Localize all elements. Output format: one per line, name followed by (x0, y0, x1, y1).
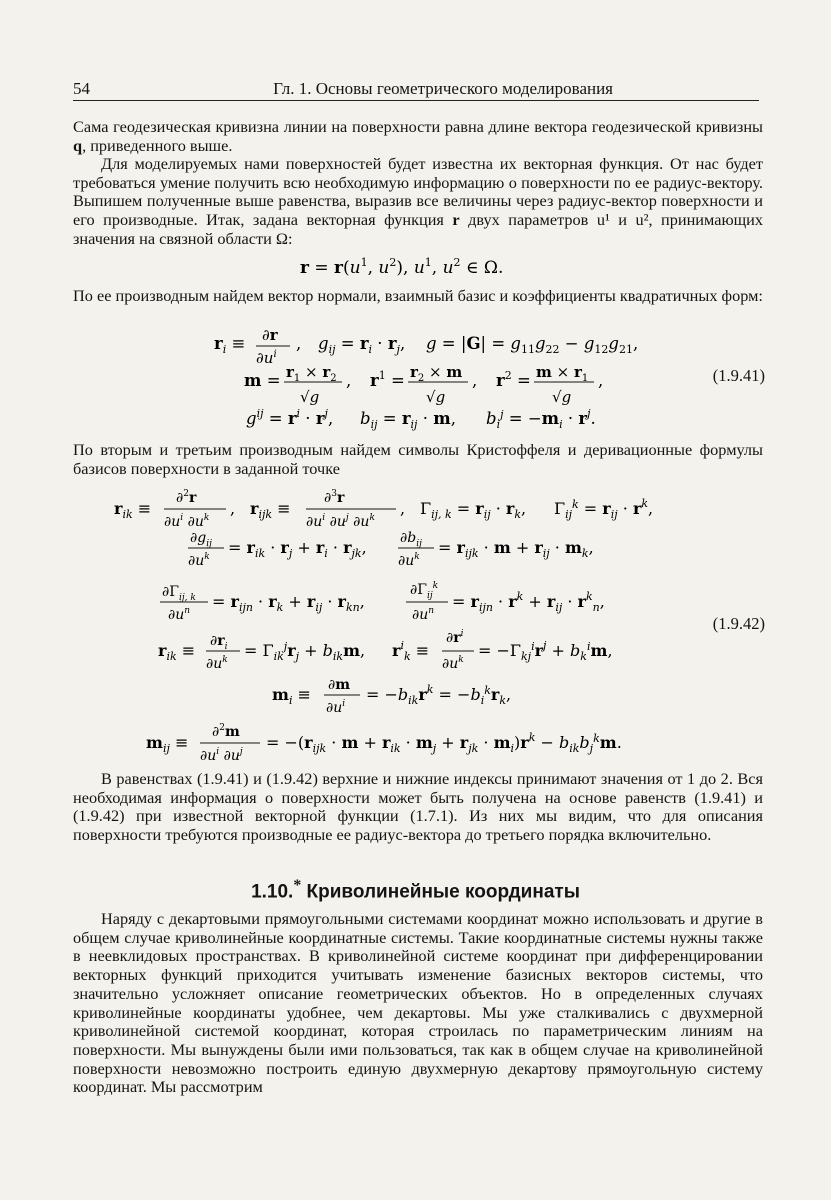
svg-text:∂ui: $\partial u^i$ (256, 349, 277, 367)
svg-text:mi ≡: $m_i$ ≡ (272, 685, 311, 707)
section-title: Криволинейные координаты (306, 881, 580, 903)
svg-text:√g: √g (426, 388, 446, 406)
text-span: Для моделируемых нами поверхностей будет известна их векторная функция. От нас будет требоваться умение получить всю необходимую информацию о поверхности по ее радиус-вектору. Выпишем полученные выше равенства, выразив все величины через радиус-вектор поверхности и его производные. Итак, задана векторная функция (73, 154, 763, 230)
svg-text:∂ri: $\partial r^i$ (446, 629, 464, 646)
svg-text:rik ≡: $r^i_k$ ≡ (392, 639, 430, 663)
svg-text:,: , (400, 499, 406, 518)
svg-text:∂ui ∂uj ∂uk: $\partial u^i$ $\partial u^j$ $\partial u^k$ (306, 513, 375, 530)
svg-text:rijk ≡: $r_{ijk}$ ≡ (250, 499, 291, 521)
svg-text:r2 × m: $r_2 \times m$ (410, 363, 463, 384)
svg-text:∂Γijk: $\partial\Gamma_{ij}^k$ (410, 581, 439, 601)
svg-text:∂ri: $\partial r_i$ (210, 633, 228, 652)
svg-text:∂un: $\partial u^n$ (168, 606, 191, 623)
svg-text:∂uk: $\partial u^k$ (206, 655, 228, 672)
paragraph-geodesic-curvature (73, 118, 763, 155)
equation-block-1-9-42 (110, 484, 690, 764)
equation-number-1-9-42: (1.9.42) (712, 614, 765, 633)
svg-text:= rijk · m + rij · mk,: = $r_{ijk} \cdot m + r_{ij} \cdot m_k$, (438, 538, 594, 560)
equation-block-1-9-41 (200, 320, 660, 438)
vector-q: q (73, 135, 83, 155)
svg-text:bij = −mi · rj.: $b_i^j = -m_i \cdot r^j$. (486, 407, 596, 431)
svg-text:∂uk: $\partial u^k$ (188, 552, 210, 569)
paragraph-vector-function (73, 155, 763, 249)
svg-text:∂2m: ∂$^2$m (212, 723, 240, 740)
svg-text:Γij, k = rij · rk,: $\Gamma_{ij, k} = r_{ij} \cdot r_k$, (420, 499, 527, 521)
svg-text:∂uk: $\partial u^k$ (398, 552, 420, 569)
text-span: , приведенного выше. (82, 135, 233, 155)
page-number: 54 (73, 79, 90, 98)
svg-text:∂ui: $\partial u^i$ (326, 699, 346, 716)
svg-text:r2 =: $r^2$ = (496, 369, 531, 390)
svg-text:√g: √g (300, 388, 320, 406)
svg-text:∂uk: $\partial u^k$ (442, 655, 464, 672)
paragraph-derivatives: По ее производным найдем вектор нормали, взаимный базис и коэффициенты квадратичных форм: (73, 286, 763, 305)
section-heading (0, 877, 831, 903)
svg-text:∂un: $\partial u^n$ (412, 606, 435, 623)
svg-text:= Γikjrj + bikm,: = $\Gamma_{ik}^jr_j + b_{ik}m$, (244, 640, 366, 663)
section-asterisk: * (293, 877, 302, 894)
running-title: Гл. 1. Основы геометрического моделирования (273, 79, 613, 98)
svg-text:gij = ri · rj,: $g_{ij} = r_i \cdot r_j$, (318, 334, 406, 356)
svg-text:∂bij: $\partial b_{ij}$ (400, 530, 422, 549)
svg-text:,: , (230, 499, 236, 518)
svg-text:r1 × r2: $r_1 \times r_2$ (286, 363, 337, 384)
svg-text:∂m: ∂m (328, 677, 351, 693)
text-span: двух параметров u¹ и u², принимающих значения на связной области Ω: (73, 210, 763, 248)
svg-text:g = |G| = g11g22 − g12g21,: $g = |G| = g_{11}g_{22} - g_{12}g_{21}$, (426, 334, 639, 356)
svg-text:r = r(u1, u2), u1, u2 ∈ Ω.: $r = r(u^1$, $u^2$), $u^1$, $u^2$ ∈ Ω. (300, 256, 504, 278)
paragraph-curvilinear: Наряду с декартовыми прямоугольными системами координат можно использовать и другие в общем случае криволинейные координатные системы. Такие координатные системы нужны также в неевклидовых пространствах. В криволинейной системе координат при дифференцировании векторных функций приходится учитывать изменение базисных векторов системы, что значительно усложняет описание геометрических объектов. Но в определенных случаях криволинейные координаты удобнее, чем декартовы. Мы уже сталкивались с двухмерной криволинейной системой координат, которая строилась по параметрическим линиям на поверхности. Мы вынуждены были ими пользоваться, так как в общем случае на криволинейной поверхности невозможно построить единую двухмерную декартову прямоугольную систему координат. Мы рассмотрим (73, 909, 763, 1097)
svg-text:∂Γij, k: $\partial\Gamma_{ij, k}$ (162, 584, 196, 603)
section-number: 1.10. (251, 881, 294, 903)
svg-text:gij = ri · rj,: $g^{ij} = r^i \cdot r^j$, (246, 407, 334, 428)
vector-r: r (452, 210, 460, 230)
svg-text:bij = rij · m,: $b_{ij} = r_{ij} \cdot m$, (360, 409, 456, 431)
svg-text:∂r: ∂r (262, 326, 278, 344)
svg-text:rik ≡: $r_{ik}$ ≡ (114, 499, 152, 521)
paragraph-christoffel: По вторым и третьим производным найдем символы Кристоффеля и деривационные формулы базисов поверхности в заданной точке (73, 440, 763, 478)
svg-text:Γijk = rij · rk,: $\Gamma_{ij}^k = r_{ij} \cdot r^k$, (554, 497, 654, 521)
svg-text:√g: √g (552, 388, 572, 406)
svg-text:= −bikrk = −bikrk,: = $-b_{ik}r^k = -b_i^kr_k$, (366, 683, 512, 707)
svg-text:∂2r: ∂$^2$r (176, 489, 197, 506)
svg-text:∂ui ∂uk: $\partial u^i$ $\partial u^k$ (164, 513, 210, 530)
svg-text:∂gij: $\partial g_{ij}$ (190, 530, 212, 549)
svg-text:mij ≡: $m_{ij}$ ≡ (146, 733, 189, 755)
svg-text:rik ≡: $r_{ik}$ ≡ (158, 641, 196, 663)
svg-text:r1 =: $r^1$ = (370, 369, 405, 390)
text-span: Сама геодезическая кривизна линии на поверхности равна длине вектора геодезической кривизны (73, 117, 763, 136)
svg-text:,: , (296, 334, 302, 353)
svg-text:,: , (472, 371, 478, 390)
svg-text:= rijn · rk + rij · rkn,: = $r_{ijn} \cdot r_k + r_{ij} \cdot r_{kn}$, (212, 592, 365, 614)
paragraph-indices: В равенствах (1.9.41) и (1.9.42) верхние и нижние индексы принимают значения от 1 до 2. Вся необходимая информация о поверхности может быть получена на основе равенств (1.9.41) и (1.9.42) при известной векторной функции (1.7.1). Из них мы видим, что для описания поверхности требуются производные ее радиус-вектора до третьего порядка включительно. (73, 769, 763, 845)
equation-number-1-9-41: (1.9.41) (712, 366, 765, 385)
svg-text:∂ui ∂uj: $\partial u^i$ $\partial u^j$ (200, 747, 243, 764)
svg-text:∂3r: ∂$^3$r (324, 489, 345, 506)
svg-text:m × r1: $m \times r_1$ (536, 363, 589, 384)
svg-text:m =: m = (244, 371, 281, 390)
svg-text:= rik · rj + ri · rjk,: = $r_{ik} \cdot r_j + r_i \cdot r_{jk}$, (228, 538, 367, 560)
svg-text:= rijn · rk + rij · rkn,: = $r_{ijn} \cdot r^k + r_{ij} \cdot r^k_n$, (452, 590, 605, 614)
svg-text:= −(rijk · m + rik · mj + rjk: = $-(r_{ijk} \cdot m + r_{ik} \cdot m_j + r_{jk} \cdot m_i)r^k - b_{ik}b_j^km$. (266, 731, 622, 755)
svg-text:,: , (598, 371, 604, 390)
equation-radius-vector (300, 254, 560, 280)
svg-text:ri ≡: $r_i$ ≡ (214, 334, 246, 356)
running-header (73, 76, 759, 101)
svg-text:,: , (346, 371, 352, 390)
svg-text:= −Γkjirj + bkim,: = $-\Gamma_{kj}^ir^j + b_k^im$, (478, 639, 613, 663)
